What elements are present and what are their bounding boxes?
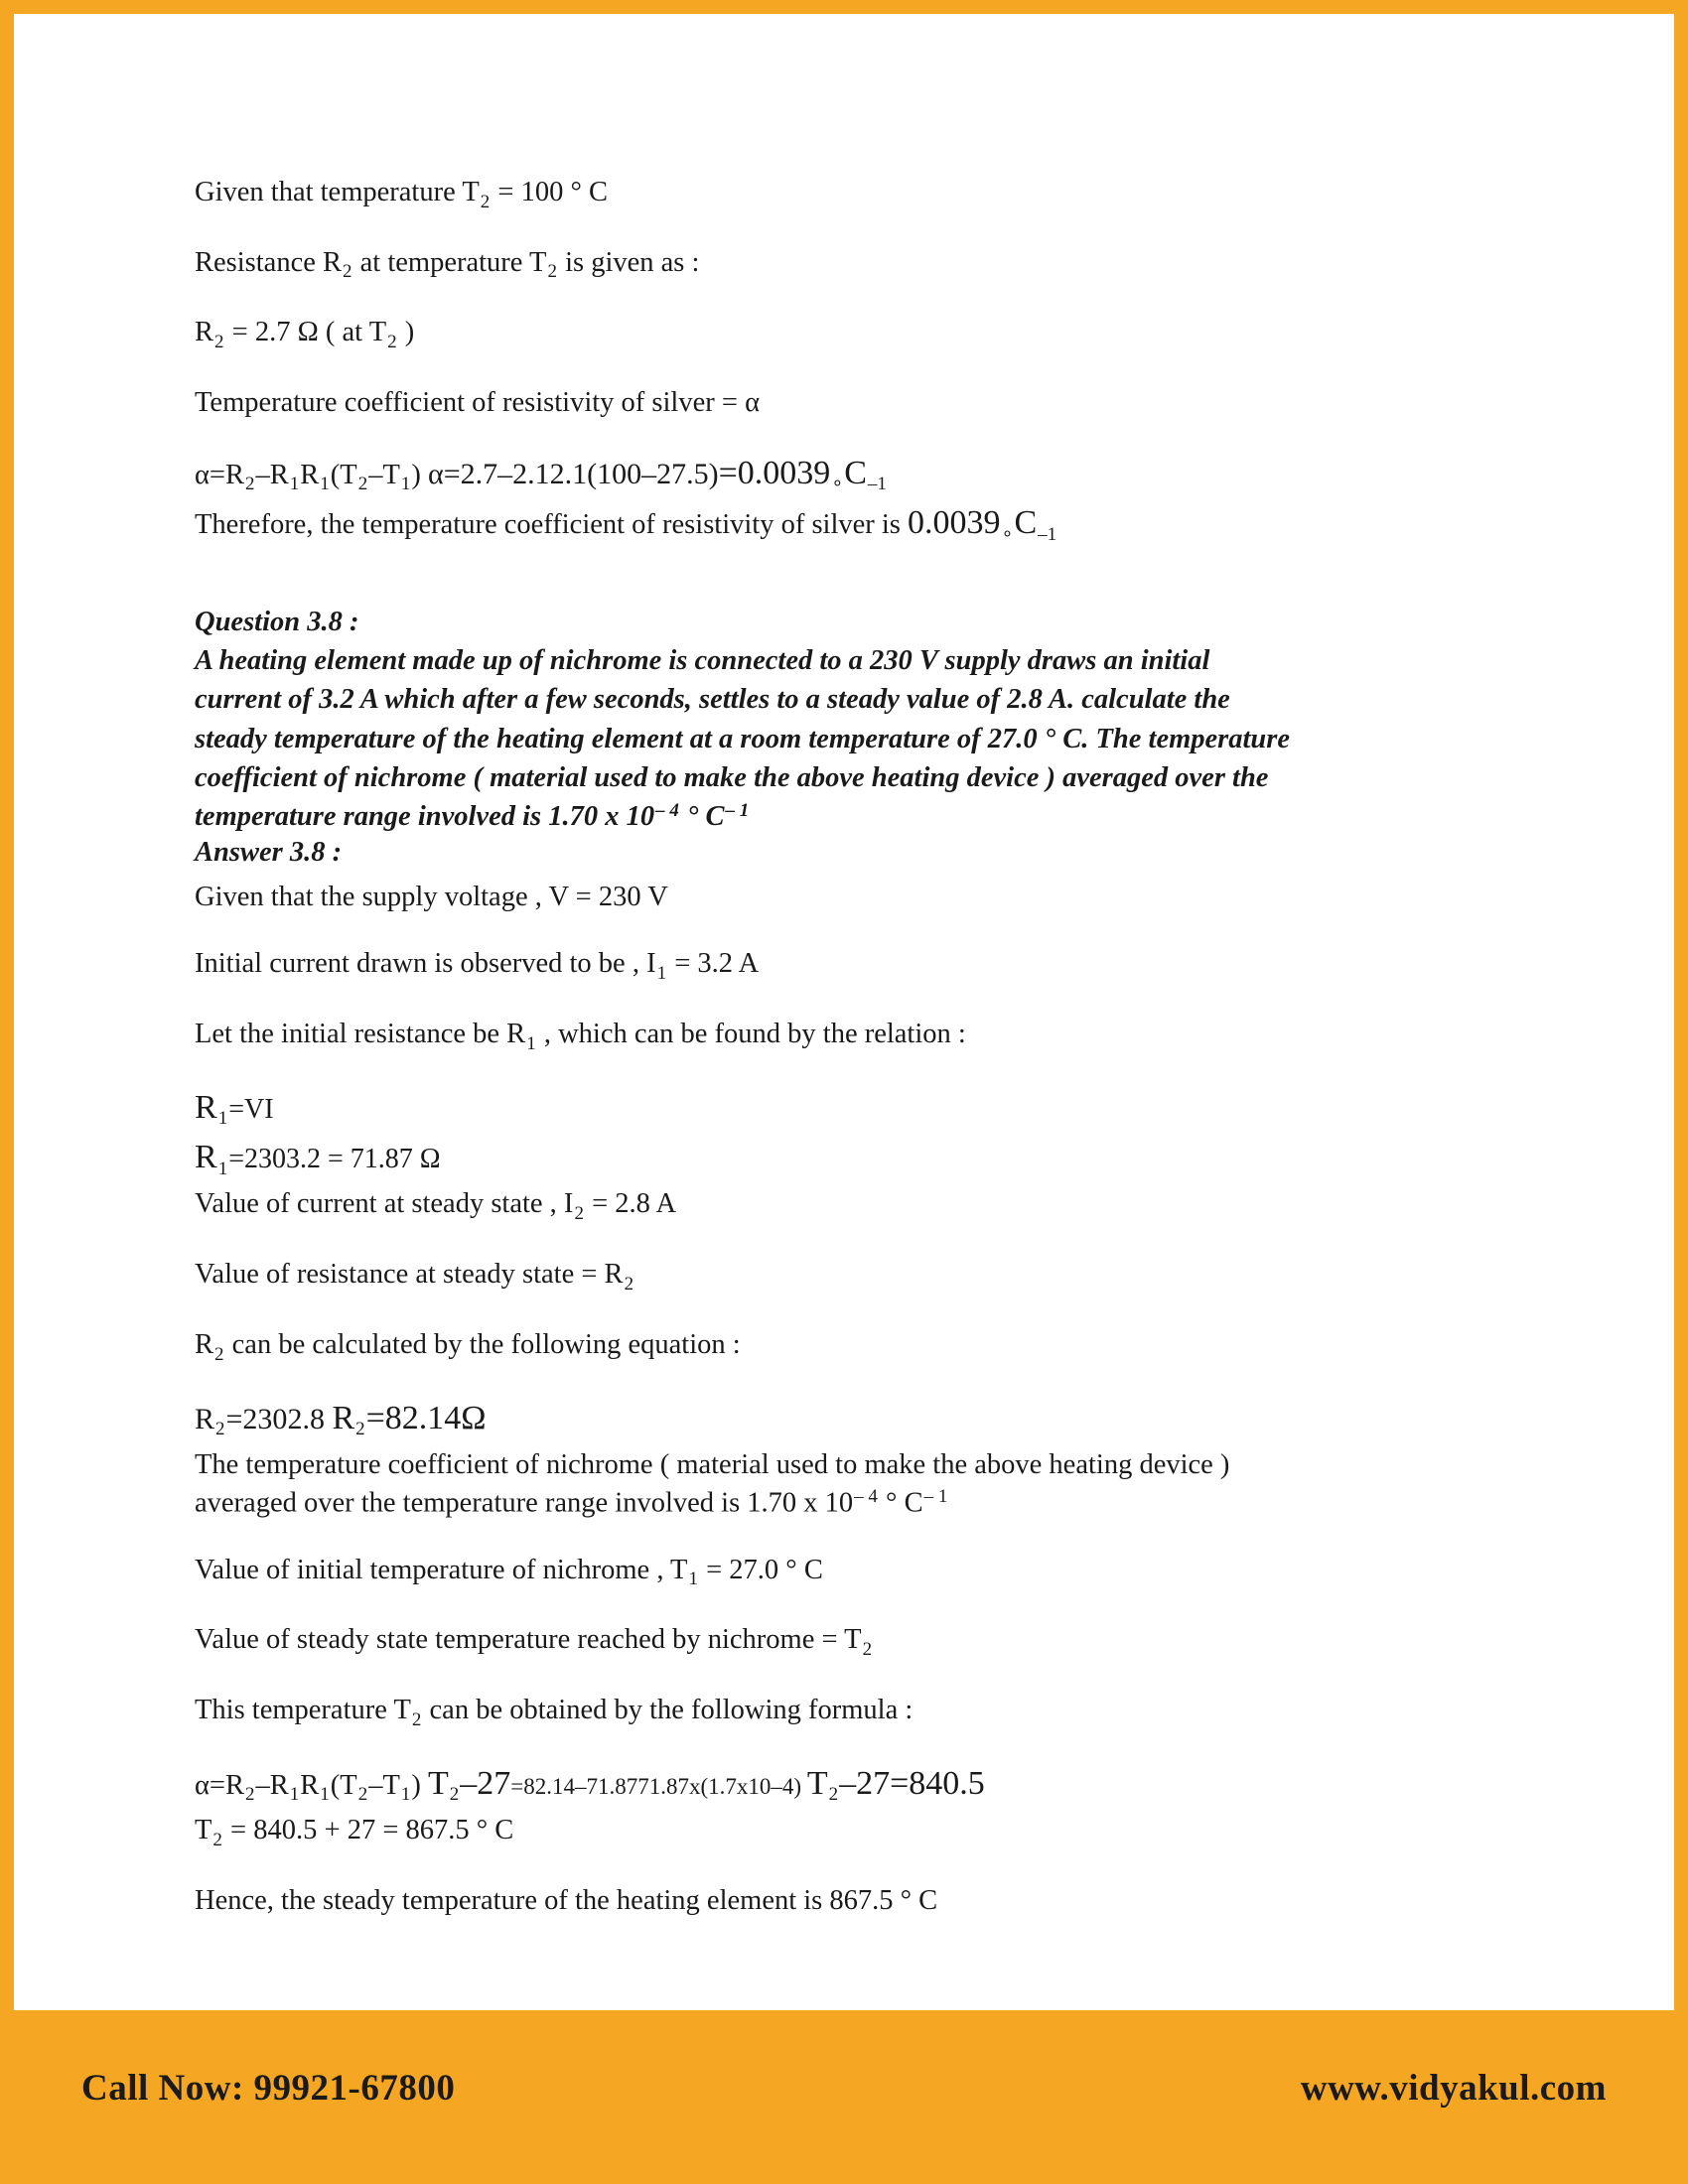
given-temp-post: = 100 ° C bbox=[491, 177, 608, 207]
text-resistance-statement bbox=[195, 244, 1495, 285]
initial-current-sub: 1 bbox=[656, 963, 667, 985]
r2-eq-post: can be calculated by the following equation : bbox=[224, 1328, 741, 1360]
top-accent-bar bbox=[0, 0, 1688, 14]
alpha-c-sub: 1 bbox=[320, 474, 330, 495]
text-steady-resistance bbox=[195, 1256, 1495, 1297]
r2-sub-2: 2 bbox=[387, 332, 397, 353]
text-steady-temperature-label bbox=[195, 1621, 1495, 1662]
r2f-e: =82.14Ω bbox=[365, 1399, 487, 1436]
r2f-d: R bbox=[332, 1399, 355, 1436]
page-footer bbox=[0, 2010, 1688, 2184]
formula-intro-pre: This temperature T bbox=[195, 1695, 411, 1726]
initial-current-post: = 3.2 A bbox=[667, 948, 760, 980]
nichrome-coef-mid: ° C bbox=[878, 1487, 923, 1519]
ff-j-sub: 2 bbox=[828, 1784, 839, 1806]
alpha-d: (T bbox=[330, 459, 357, 490]
text-therefore-silver bbox=[195, 501, 1495, 547]
alpha-i-sub: –1 bbox=[867, 474, 887, 495]
q38-line3: steady temperature of the heating element at a room temperature of 27.0 ° C. The temperature bbox=[195, 723, 1291, 754]
r1v-a: R bbox=[195, 1139, 217, 1176]
steady-temp-sub: 2 bbox=[862, 1639, 873, 1661]
text-initial-current bbox=[195, 945, 1495, 986]
nichrome-coef-sup2: – 1 bbox=[923, 1485, 948, 1507]
alpha-i: C bbox=[844, 454, 867, 491]
steady-res-sub: 2 bbox=[624, 1273, 634, 1295]
r2f-d-sub: 2 bbox=[355, 1419, 365, 1440]
ff-g: T bbox=[428, 1764, 449, 1802]
text-given-temperature bbox=[195, 174, 1495, 214]
t2-pre: T bbox=[195, 1815, 212, 1846]
ff-d-sub: 2 bbox=[357, 1784, 368, 1806]
ff-f: ) bbox=[411, 1769, 428, 1801]
text-initial-temperature bbox=[195, 1552, 1495, 1592]
r2f-a: R bbox=[195, 1402, 215, 1435]
r2-mid: = 2.7 Ω ( at T bbox=[224, 317, 387, 348]
formula-r1-value bbox=[195, 1136, 1495, 1181]
r1-a-sub: 1 bbox=[217, 1108, 228, 1130]
alpha-a-sub: 2 bbox=[245, 474, 255, 495]
alpha-e: –T bbox=[368, 459, 400, 490]
ff-i: =82.14–71.8771.87x(1.7x10–4) bbox=[510, 1773, 807, 1799]
r2f-c: 2.8 bbox=[287, 1402, 333, 1435]
text-formula-intro bbox=[195, 1692, 1495, 1732]
nichrome-coef-sup: – 4 bbox=[854, 1485, 878, 1507]
alpha-c: R bbox=[300, 459, 320, 490]
steady-current-pre: Value of current at steady state , I bbox=[195, 1188, 574, 1220]
q38-line5-pre: temperature range involved is 1.70 x 10 bbox=[195, 801, 655, 833]
alpha-e-sub: 1 bbox=[400, 474, 411, 495]
initial-res-sub: 1 bbox=[526, 1032, 536, 1054]
footer-website-link[interactable]: www.vidyakul.com bbox=[1300, 2068, 1607, 2109]
footer-inner bbox=[0, 2010, 1688, 2184]
question-3-8-heading: Question 3.8 : bbox=[195, 606, 359, 637]
formula-intro-sub: 2 bbox=[411, 1708, 422, 1730]
right-accent-bar bbox=[1674, 0, 1688, 2184]
text-t2-result bbox=[195, 1812, 1495, 1852]
alpha-d-sub: 2 bbox=[357, 474, 368, 495]
text-nichrome-coefficient bbox=[195, 1446, 1495, 1522]
therefore-value-unit: C bbox=[1014, 504, 1038, 542]
steady-temp-pre: Value of steady state temperature reached by nichrome = T bbox=[195, 1624, 862, 1656]
formula-intro-post: can be obtained by the following formula : bbox=[422, 1695, 914, 1726]
r2-eq-sub: 2 bbox=[214, 1343, 224, 1365]
text-r2-equation-intro bbox=[195, 1326, 1495, 1367]
ff-a: α=R bbox=[195, 1769, 245, 1801]
initial-res-pre: Let the initial resistance be R bbox=[195, 1019, 526, 1050]
ff-j: T bbox=[806, 1764, 828, 1802]
alpha-a: α=R bbox=[195, 459, 245, 490]
r2-eq-pre: R bbox=[195, 1328, 214, 1360]
resistance-sub-1: 2 bbox=[343, 261, 352, 283]
t2-post: = 840.5 + 27 = 867.5 ° C bbox=[222, 1815, 514, 1846]
ff-g-sub: 2 bbox=[449, 1784, 460, 1806]
question-3-8-body bbox=[195, 641, 1495, 837]
ff-c-sub: 1 bbox=[320, 1784, 330, 1806]
text-steady-current bbox=[195, 1185, 1495, 1226]
q38-line2: current of 3.2 A which after a few seconds, settles to a steady value of 2.8 A. calculate the bbox=[195, 684, 1230, 716]
r1v-a-sub: 1 bbox=[217, 1158, 228, 1179]
ff-c: R bbox=[300, 1769, 320, 1801]
text-initial-resistance bbox=[195, 1016, 1495, 1056]
r1-c: I bbox=[264, 1093, 274, 1125]
formula-r1-equals-v-over-i bbox=[195, 1086, 1495, 1132]
footer-phone-number[interactable]: Call Now: 99921-67800 bbox=[81, 2068, 456, 2109]
footer-gap bbox=[14, 1996, 1674, 2010]
init-temp-sub: 1 bbox=[688, 1569, 698, 1590]
steady-current-sub: 2 bbox=[574, 1203, 584, 1225]
q38-line5-sup2: – 1 bbox=[725, 799, 750, 821]
left-accent-bar bbox=[0, 0, 14, 2184]
alpha-h: =0.0039 bbox=[718, 454, 831, 491]
nichrome-coef-line2-pre: averaged over the temperature range involved is 1.70 x 10 bbox=[195, 1487, 854, 1519]
alpha-h-sub: ∘ bbox=[831, 474, 844, 495]
r1-b: =V bbox=[228, 1093, 265, 1125]
ff-d: (T bbox=[330, 1769, 357, 1801]
ff-b: –R bbox=[255, 1769, 289, 1801]
initial-res-post: , which can be found by the relation : bbox=[536, 1019, 966, 1050]
alpha-b: –R bbox=[255, 459, 289, 490]
init-temp-pre: Value of initial temperature of nichrome , T bbox=[195, 1554, 688, 1585]
ff-e: –T bbox=[368, 1769, 400, 1801]
r2-sub-1: 2 bbox=[214, 332, 224, 353]
alpha-f: ) bbox=[411, 459, 428, 490]
q38-line5-mid: ° C bbox=[679, 801, 725, 833]
r2f-b: =230 bbox=[225, 1402, 288, 1435]
resistance-pre: Resistance R bbox=[195, 246, 343, 278]
init-temp-post: = 27.0 ° C bbox=[698, 1554, 823, 1585]
spacer-before-q38 bbox=[195, 547, 1495, 603]
r2-post: ) bbox=[397, 317, 415, 348]
document-content bbox=[195, 174, 1495, 2083]
therefore-value: 0.0039 bbox=[908, 504, 1001, 542]
therefore-value-degree: ∘ bbox=[1001, 523, 1014, 545]
answer-3-8-heading: Answer 3.8 : bbox=[195, 836, 343, 868]
r2-pre: R bbox=[195, 317, 214, 348]
initial-current-pre: Initial current drawn is observed to be , I bbox=[195, 948, 656, 980]
given-temp-pre: Given that temperature T bbox=[195, 177, 480, 207]
nichrome-coef-line1: The temperature coefficient of nichrome ( material used to make the above heating device ) bbox=[195, 1448, 1230, 1480]
therefore-value-exp: –1 bbox=[1038, 523, 1057, 545]
steady-current-post: = 2.8 A bbox=[584, 1188, 677, 1220]
q38-line4: coefficient of nichrome ( material used to make the above heating device ) averaged over the bbox=[195, 762, 1269, 794]
text-supply-voltage: Given that the supply voltage , V = 230 V bbox=[195, 881, 668, 912]
resistance-post: is given as : bbox=[557, 246, 700, 278]
resistance-sub-2: 2 bbox=[547, 261, 557, 283]
steady-res-pre: Value of resistance at steady state = R bbox=[195, 1259, 624, 1291]
q38-line1: A heating element made up of nichrome is connected to a 230 V supply draws an initial bbox=[195, 645, 1210, 677]
ff-e-sub: 1 bbox=[400, 1784, 411, 1806]
ff-b-sub: 1 bbox=[289, 1784, 300, 1806]
text-hence-conclusion: Hence, the steady temperature of the heating element is 867.5 ° C bbox=[195, 1884, 938, 1916]
ff-k: –27=840.5 bbox=[839, 1764, 985, 1802]
text-temp-coefficient-label: Temperature coefficient of resistivity of silver = α bbox=[195, 387, 760, 419]
text-resistance-value bbox=[195, 314, 1495, 354]
r2f-a-sub: 2 bbox=[215, 1419, 225, 1440]
r1v-b: =230 bbox=[228, 1144, 286, 1175]
t2-sub: 2 bbox=[212, 1829, 222, 1850]
r1-a: R bbox=[195, 1088, 217, 1126]
therefore-pre: Therefore, the temperature coefficient of resistivity of silver is bbox=[195, 509, 909, 541]
formula-final-alpha bbox=[195, 1762, 1495, 1808]
given-temp-subscript: 2 bbox=[480, 191, 491, 212]
alpha-b-sub: 1 bbox=[289, 474, 300, 495]
resistance-mid: at temperature T bbox=[352, 246, 547, 278]
q38-line5-sup: – 4 bbox=[655, 799, 679, 821]
ff-h: –27 bbox=[460, 1764, 511, 1802]
r1v-c: 3.2 = 71.87 Ω bbox=[285, 1144, 441, 1175]
alpha-g: α=2.7–2.12.1(100–27.5) bbox=[428, 457, 719, 490]
formula-alpha-silver bbox=[195, 452, 1495, 497]
formula-r2-value bbox=[195, 1397, 1495, 1442]
ff-a-sub: 2 bbox=[245, 1784, 255, 1806]
